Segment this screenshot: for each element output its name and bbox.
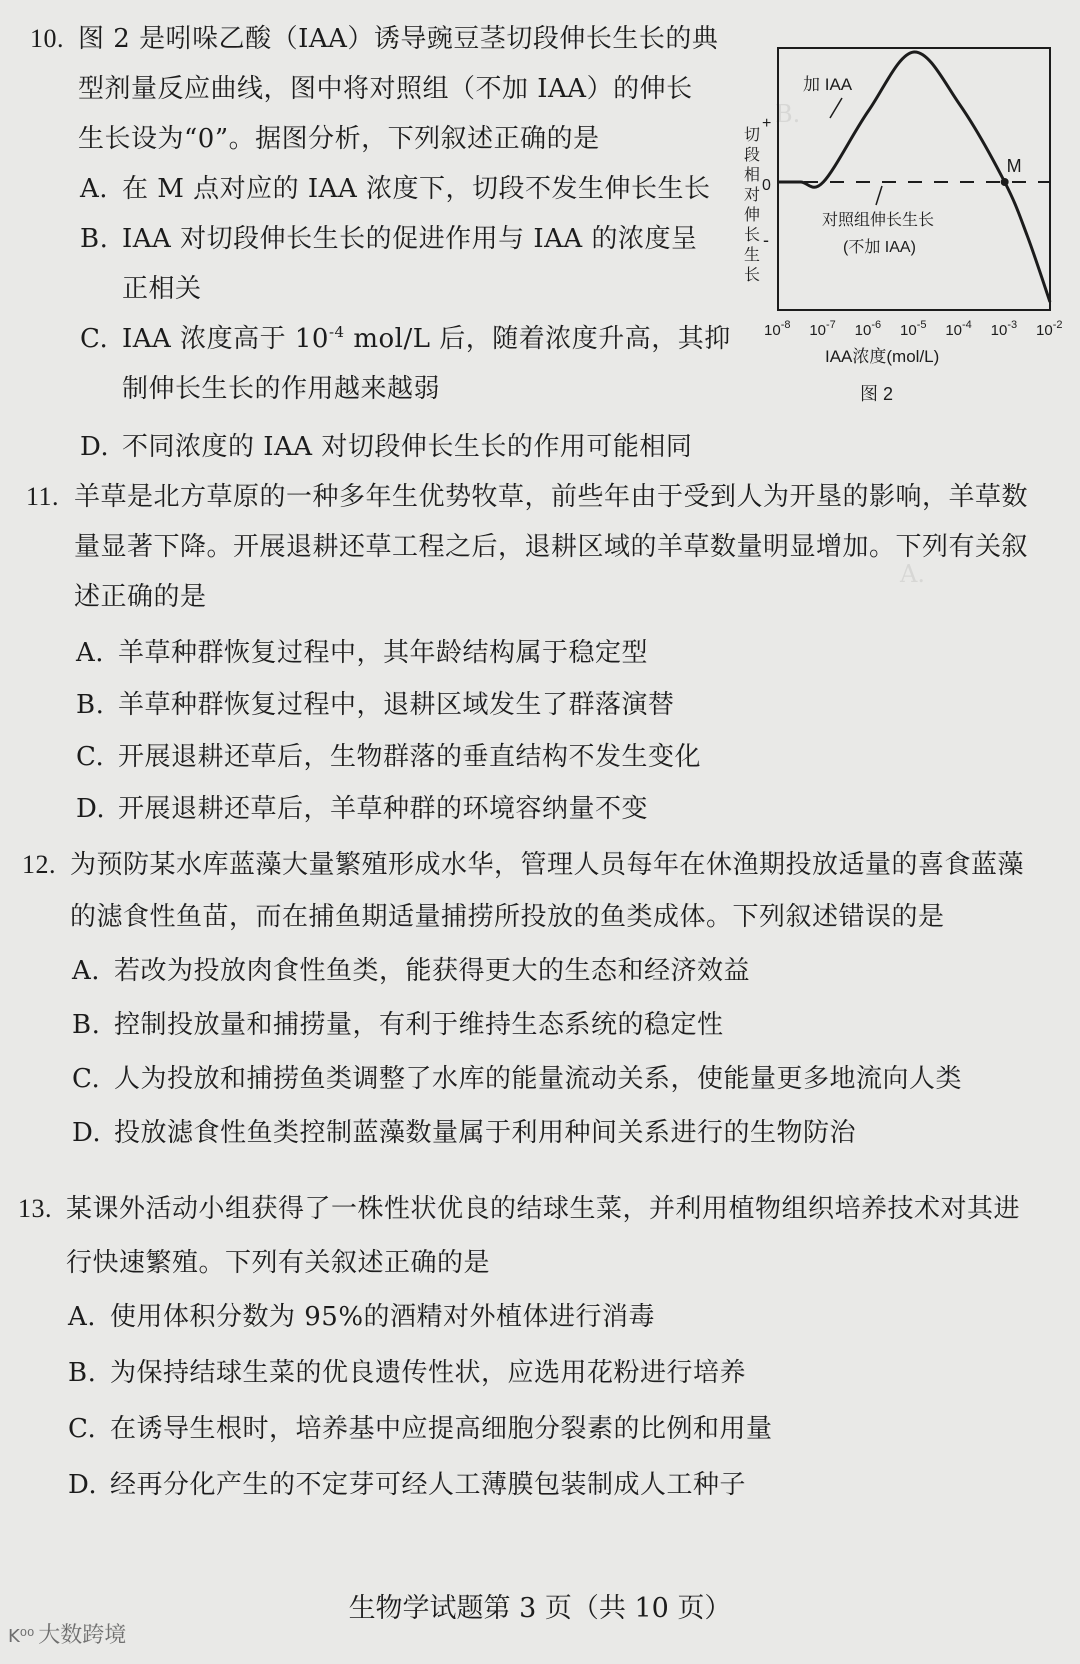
- x-tick-label: $10^{-3}$: [990, 319, 1018, 339]
- question-stem-line: 述正确的是: [74, 582, 207, 612]
- figure-2-dose-response-chart: [730, 30, 1070, 410]
- option-text: 不同浓度的 IAA 对切段伸长生长的作用可能相同: [122, 432, 693, 462]
- y-minus-marker: -: [763, 230, 769, 250]
- option-text: IAA 浓度高于 $10^{-4}$ mol/L 后，随着浓度升高，其抑: [122, 323, 731, 354]
- option-label: A.: [76, 638, 105, 668]
- option-label: C.: [68, 1414, 97, 1444]
- option-text: 羊草种群恢复过程中，退耕区域发生了群落演替: [118, 690, 675, 720]
- option-text: 投放滤食性鱼类控制蓝藻数量属于利用种间关系进行的生物防治: [114, 1118, 857, 1148]
- x-tick-label: $10^{-2}$: [1036, 319, 1063, 339]
- x-tick-label: $10^{-7}$: [809, 319, 836, 339]
- option-text: 使用体积分数为 95%的酒精对外植体进行消毒: [110, 1302, 656, 1332]
- option-text: 为保持结球生菜的优良遗传性状，应选用花粉进行培养: [110, 1358, 747, 1388]
- option-label: A.: [80, 174, 109, 204]
- x-tick-label: $10^{-5}$: [900, 319, 927, 339]
- page-footer: 生物学试题第 3 页（共 10 页）: [348, 1593, 732, 1624]
- option-text: 羊草种群恢复过程中，其年龄结构属于稳定型: [118, 638, 649, 668]
- watermark: [8, 1618, 126, 1649]
- y-axis-label: 切段相对伸长生长: [741, 126, 759, 286]
- option-label: B.: [68, 1358, 97, 1388]
- option-text: 人为投放和捕捞鱼类调整了水库的能量流动关系，使能量更多地流向人类: [114, 1064, 963, 1094]
- control-label: 对照组伸长生长: [822, 212, 935, 229]
- option-label: D.: [76, 794, 106, 824]
- x-tick-label: $10^{-6}$: [854, 319, 882, 339]
- option-text: 开展退耕还草后，生物群落的垂直结构不发生变化: [118, 742, 702, 772]
- option-text: 正相关: [122, 274, 202, 304]
- question-stem-line: 行快速繁殖。下列有关叙述正确的是: [66, 1248, 491, 1278]
- option-label: D.: [68, 1470, 98, 1500]
- option-label: A.: [72, 956, 101, 986]
- option-text: 控制投放量和捕捞量，有利于维持生态系统的稳定性: [114, 1010, 724, 1040]
- option-text: 在诱导生根时，培养基中应提高细胞分裂素的比例和用量: [110, 1414, 773, 1444]
- option-text: 若改为投放肉食性鱼类，能获得更大的生态和经济效益: [114, 956, 751, 986]
- option-label: D.: [72, 1118, 102, 1148]
- option-text: 制伸长生长的作用越来越弱: [122, 374, 441, 404]
- question-stem-line: 为预防某水库蓝藻大量繁殖形成水华，管理人员每年在休渔期投放适量的喜食蓝藻: [70, 850, 1025, 880]
- question-number: 13.: [18, 1194, 52, 1223]
- option-label: C.: [76, 742, 105, 772]
- option-label: B.: [80, 224, 109, 254]
- option-label: B.: [72, 1010, 101, 1040]
- y-zero-tick: 0: [762, 177, 771, 194]
- point-m: [1001, 178, 1009, 186]
- superscript: -4: [328, 323, 345, 341]
- question-stem-line: 生长设为“0”。据图分析，下列叙述正确的是: [78, 124, 600, 154]
- control-label-sub: (不加 IAA): [843, 239, 916, 256]
- question-stem-line: 某课外活动小组获得了一株性状优良的结球生菜，并利用植物组织培养技术对其进: [66, 1194, 1021, 1224]
- question-number: 11.: [26, 482, 60, 511]
- curve-label-pointer: [830, 98, 842, 118]
- curve-label: 加 IAA: [803, 75, 853, 94]
- watermark-logo-icon: K⁰⁰: [8, 1626, 35, 1647]
- watermark-text: 大数跨境: [38, 1623, 127, 1648]
- question-number: 10.: [30, 24, 64, 53]
- question-stem-line: 量显著下降。开展退耕还草工程之后，退耕区域的羊草数量明显增加。下列有关叙: [74, 532, 1029, 562]
- option-text: 开展退耕还草后，羊草种群的环境容纳量不变: [118, 794, 649, 824]
- option-text: IAA 对切段伸长生长的促进作用与 IAA 的浓度呈: [122, 224, 698, 254]
- x-tick-label: $10^{-8}$: [764, 319, 791, 339]
- option-label: A.: [68, 1302, 97, 1332]
- option-label: C.: [72, 1064, 101, 1094]
- question-stem-line: 羊草是北方草原的一种多年生优势牧草，前些年由于受到人为开垦的影响，羊草数: [74, 482, 1029, 512]
- x-tick-labels: [764, 319, 1062, 339]
- option-text: 经再分化产生的不定芽可经人工薄膜包装制成人工种子: [110, 1470, 747, 1500]
- y-plus-marker: +: [762, 115, 772, 132]
- control-label-pointer: [876, 186, 882, 205]
- option-label: C.: [80, 324, 109, 354]
- question-stem-line: 的滤食性鱼苗，而在捕鱼期适量捕捞所投放的鱼类成体。下列叙述错误的是: [70, 902, 945, 932]
- question-stem-line: 型剂量反应曲线，图中将对照组（不加 IAA）的伸长: [78, 74, 693, 104]
- point-m-label: M: [1006, 156, 1022, 176]
- x-tick-label: $10^{-4}$: [945, 319, 972, 339]
- x-axis-label: IAA浓度(mol/L): [825, 347, 940, 366]
- question-stem-line: 图 2 是吲哚乙酸（IAA）诱导豌豆茎切段伸长生长的典: [78, 24, 719, 54]
- option-text: 在 M 点对应的 IAA 浓度下，切段不发生伸长生长: [122, 174, 711, 204]
- option-label: D.: [80, 432, 110, 462]
- question-number: 12.: [22, 850, 56, 879]
- bleed-through-text: A.: [900, 560, 925, 588]
- option-label: B.: [76, 690, 105, 720]
- bleed-through-text: B.: [775, 100, 801, 128]
- figure-caption: 图 2: [860, 384, 894, 404]
